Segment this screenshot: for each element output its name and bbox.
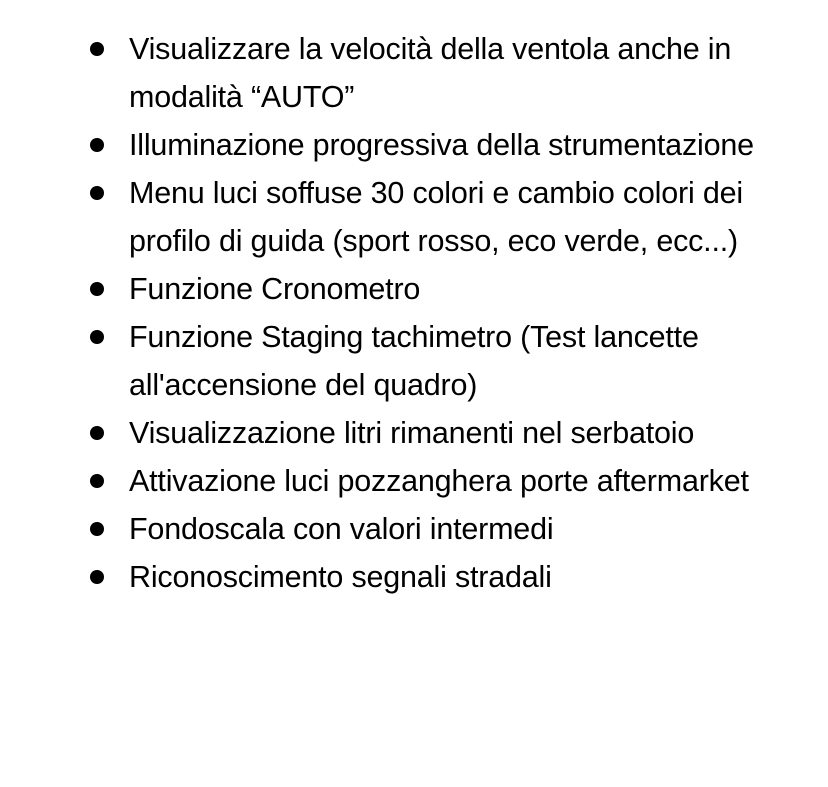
list-item-text: Funzione Staging tachimetro (Test lancette all'accensione del quadro) xyxy=(129,320,699,402)
list-item-text: Riconoscimento segnali stradali xyxy=(129,560,552,594)
list-item xyxy=(0,25,828,121)
bullet-icon xyxy=(90,522,104,536)
list-item-text: Fondoscala con valori intermedi xyxy=(129,512,554,546)
list-item xyxy=(0,457,828,505)
list-item-text: Attivazione luci pozzanghera porte aftermarket xyxy=(129,464,749,498)
list-item xyxy=(0,409,828,457)
bullet-icon xyxy=(90,42,104,56)
bullet-icon xyxy=(90,426,104,440)
list-item-text: Funzione Cronometro xyxy=(129,272,421,306)
list-item xyxy=(0,169,828,265)
list-item xyxy=(0,505,828,553)
feature-list xyxy=(0,25,828,601)
bullet-icon xyxy=(90,330,104,344)
list-item-text: Menu luci soffuse 30 colori e cambio colori dei profilo di guida (sport rosso, eco verde, ecc...) xyxy=(129,176,743,258)
bullet-icon xyxy=(90,570,104,584)
list-item xyxy=(0,265,828,313)
bullet-icon xyxy=(90,474,104,488)
list-item xyxy=(0,121,828,169)
list-item xyxy=(0,313,828,409)
list-item-text: Visualizzare la velocità della ventola anche in modalità “AUTO” xyxy=(129,32,732,114)
list-item xyxy=(0,553,828,601)
list-item-text: Visualizzazione litri rimanenti nel serbatoio xyxy=(129,416,695,450)
list-item-text: Illuminazione progressiva della strumentazione xyxy=(129,128,754,162)
bullet-icon xyxy=(90,138,104,152)
bullet-icon xyxy=(90,282,104,296)
bullet-icon xyxy=(90,186,104,200)
